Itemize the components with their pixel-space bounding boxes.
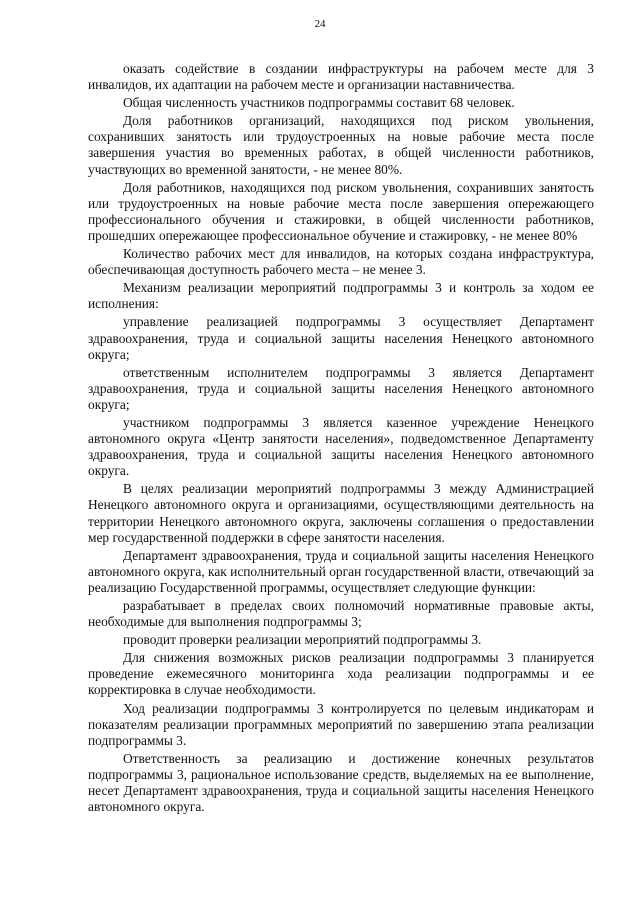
paragraph: Механизм реализации мероприятий подпрограммы 3 и контроль за ходом ее исполнения: — [88, 280, 594, 312]
paragraph: Доля работников организаций, находящихся под риском увольнения, сохранивших занятость или трудоустроенных на новые рабочие места после завершения участия во временных работах, в общей численности работников, участвующих во временной занятости, - не менее 80%. — [88, 113, 594, 177]
paragraph: Департамент здравоохранения, труда и социальной защиты населения Ненецкого автономного округа, как исполнительный орган государственной власти, отвечающий за реализацию Государственной программы, осуществляет следующие функции: — [88, 547, 594, 595]
paragraph: В целях реализации мероприятий подпрограммы 3 между Администрацией Ненецкого автономного округа и организациями, осуществляющими деятельность на территории Ненецкого автономного округа, заключены соглашения о предоставлении мер государственной поддержки в сфере занятости населения. — [88, 481, 594, 545]
paragraph: ответственным исполнителем подпрограммы 3 является Департамент здравоохранения, труда и социальной защиты населения Ненецкого автономного округа; — [88, 364, 594, 412]
paragraph: оказать содействие в создании инфраструктуры на рабочем месте для 3 инвалидов, их адаптации на рабочем месте и организации наставничества. — [88, 61, 594, 93]
paragraph: Общая численность участников подпрограммы составит 68 человек. — [123, 95, 515, 111]
paragraph: Для снижения возможных рисков реализации подпрограммы 3 планируется проведение ежемесячного мониторинга хода реализации подпрограммы и ее корректировка в случае необходимости. — [88, 650, 594, 698]
paragraph: Количество рабочих мест для инвалидов, на которых создана инфраструктура, обеспечивающая доступность рабочего места – не менее 3. — [88, 246, 594, 278]
paragraph: проводит проверки реализации мероприятий подпрограммы 3. — [123, 632, 482, 648]
paragraph: разрабатывает в пределах своих полномочий нормативные правовые акты, необходимые для выполнения подпрограммы 3; — [88, 598, 594, 630]
page-number: 24 — [314, 18, 326, 30]
paragraph: Ход реализации подпрограммы 3 контролируется по целевым индикаторам и показателям реализации программных мероприятий по завершению этапа реализации подпрограммы 3. — [88, 700, 594, 748]
paragraph: Ответственность за реализацию и достижение конечных результатов подпрограммы 3, рациональное использование средств, выделяемых на ее выполнение, несет Департамент здравоохранения, труда и социальной защиты населения Ненецкого автономного округа. — [88, 750, 594, 815]
paragraph: Доля работников, находящихся под риском увольнения, сохранивших занятость или трудоустроенных на новые рабочие места после завершения опережающего профессионального обучения и стажировки, в общей численности работников, прошедших опережающее профессиональное обучение и стажировку, - не менее 80% — [88, 179, 594, 243]
paragraph: участником подпрограммы 3 является казенное учреждение Ненецкого автономного округа «Центр занятости населения», подведомственное Департаменту здравоохранения, труда и социальной защиты населения Ненецкого автономного округа. — [88, 414, 594, 479]
body-text — [88, 61, 594, 817]
paragraph: управление реализацией подпрограммы 3 осуществляет Департамент здравоохранения, труда и социальной защиты населения Ненецкого автономного округа; — [88, 314, 594, 362]
